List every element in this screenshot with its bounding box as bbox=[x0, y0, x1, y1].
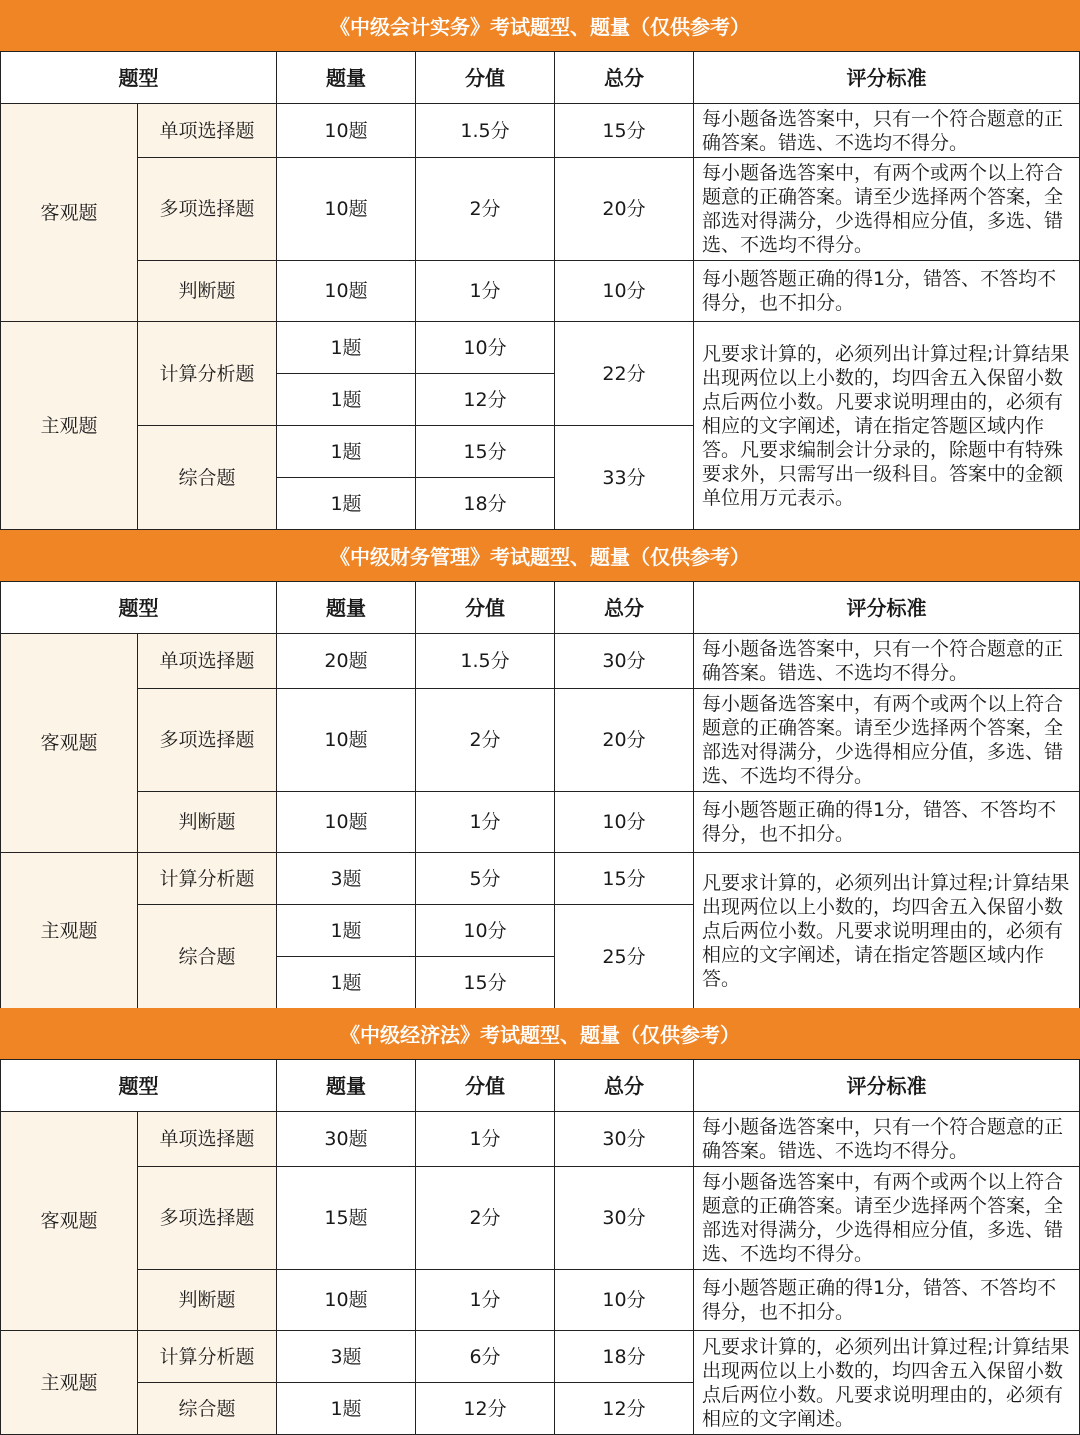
question-count bbox=[277, 1383, 416, 1435]
header-score bbox=[416, 582, 555, 634]
question-score bbox=[416, 261, 555, 322]
question-total-text: 25分 bbox=[602, 945, 646, 968]
question-count-text: 1题 bbox=[330, 1397, 362, 1420]
scoring-standard-text: 凡要求计算的，必须列出计算过程;计算结果出现两位以上小数的，均四舍五入保留小数点后两位小数。凡要求说明理由的，必须有相应的文字阐述。 bbox=[702, 1335, 1070, 1430]
question-count bbox=[277, 104, 416, 158]
question-count bbox=[277, 634, 416, 689]
question-count bbox=[277, 1167, 416, 1270]
header-total-text: 总分 bbox=[604, 65, 644, 90]
question-total bbox=[555, 104, 694, 158]
question-total-text: 30分 bbox=[602, 1207, 646, 1229]
header-total-text: 总分 bbox=[604, 1073, 644, 1098]
scoring-standard-text: 凡要求计算的，必须列出计算过程;计算结果出现两位以上小数的，均四舍五入保留小数点后两位小数。凡要求说明理由的，必须有相应的文字阐述，请在指定答题区域内作答。凡要求编制会计分录的，除题中有特殊要求外，只需写出一级科目。答案中的金额单位用万元表示。 bbox=[702, 342, 1070, 509]
question-score bbox=[416, 426, 555, 478]
question-type bbox=[138, 104, 277, 158]
question-total-text: 15分 bbox=[602, 867, 646, 890]
header-type bbox=[0, 52, 277, 104]
question-score bbox=[416, 158, 555, 261]
question-total bbox=[555, 905, 694, 1009]
question-count-text: 30题 bbox=[324, 1128, 368, 1150]
question-count-text: 10题 bbox=[324, 1289, 368, 1311]
question-type-text: 计算分析题 bbox=[159, 1345, 255, 1368]
question-total bbox=[555, 634, 694, 689]
question-count-text: 15题 bbox=[324, 1207, 368, 1229]
header-count-text: 题量 bbox=[326, 1073, 366, 1098]
question-count bbox=[277, 957, 416, 1009]
header-type bbox=[0, 1060, 277, 1112]
question-count-text: 20题 bbox=[324, 650, 368, 672]
question-count-text: 1题 bbox=[330, 336, 362, 359]
question-score bbox=[416, 905, 555, 957]
question-score bbox=[416, 689, 555, 792]
question-score-text: 2分 bbox=[469, 729, 501, 751]
question-type-text: 判断题 bbox=[178, 1289, 236, 1311]
question-count bbox=[277, 322, 416, 374]
question-count-text: 10题 bbox=[324, 119, 368, 142]
question-total-text: 12分 bbox=[602, 1397, 646, 1420]
question-type-text: 多项选择题 bbox=[159, 1207, 255, 1229]
question-total-text: 15分 bbox=[602, 119, 646, 142]
question-count-text: 1题 bbox=[330, 919, 362, 942]
question-count bbox=[277, 905, 416, 957]
header-count bbox=[277, 582, 416, 634]
question-score-text: 10分 bbox=[463, 919, 507, 942]
question-count bbox=[277, 1270, 416, 1331]
scoring-standard-text: 凡要求计算的，必须列出计算过程;计算结果出现两位以上小数的，均四舍五入保留小数点后两位小数。凡要求说明理由的，必须有相应的文字阐述，请在指定答题区域内作答。 bbox=[702, 871, 1070, 990]
section-title: 《中级会计实务》考试题型、题量（仅供参考） bbox=[0, 0, 1080, 52]
group-objective bbox=[0, 104, 138, 322]
question-type bbox=[138, 853, 277, 905]
question-count-text: 3题 bbox=[330, 1345, 362, 1368]
group-objective-text: 客观题 bbox=[40, 732, 98, 754]
question-count-text: 10题 bbox=[324, 811, 368, 833]
question-type bbox=[138, 634, 277, 689]
question-count-text: 1题 bbox=[330, 971, 362, 994]
question-count bbox=[277, 374, 416, 426]
question-score bbox=[416, 1270, 555, 1331]
scoring-standard bbox=[694, 158, 1080, 261]
scoring-standard-text: 每小题答题正确的得1分，错答、不答均不得分，也不扣分。 bbox=[702, 268, 1057, 314]
group-subjective-text: 主观题 bbox=[40, 414, 98, 437]
header-standard bbox=[694, 52, 1080, 104]
question-score-text: 2分 bbox=[469, 198, 501, 220]
question-count bbox=[277, 426, 416, 478]
question-type bbox=[138, 905, 277, 1009]
question-count-text: 1题 bbox=[330, 492, 362, 515]
scoring-standard bbox=[694, 853, 1080, 1009]
question-type bbox=[138, 1112, 277, 1167]
header-type-text: 题型 bbox=[118, 1073, 159, 1098]
question-score bbox=[416, 322, 555, 374]
header-score bbox=[416, 52, 555, 104]
question-count-text: 10题 bbox=[324, 729, 368, 751]
question-score bbox=[416, 374, 555, 426]
header-type bbox=[0, 582, 277, 634]
header-standard-text: 评分标准 bbox=[846, 595, 927, 620]
question-total bbox=[555, 1331, 694, 1383]
scoring-standard-text: 每小题备选答案中，有两个或两个以上符合题意的正确答案。请至少选择两个答案，全部选对得满分，少选得相应分值，多选、错选、不选均不得分。 bbox=[702, 1171, 1064, 1265]
question-type-text: 单项选择题 bbox=[159, 1128, 255, 1150]
header-standard bbox=[694, 582, 1080, 634]
question-count bbox=[277, 261, 416, 322]
question-type bbox=[138, 1167, 277, 1270]
question-score bbox=[416, 1112, 555, 1167]
header-type-text: 题型 bbox=[118, 595, 159, 620]
header-total bbox=[555, 582, 694, 634]
question-total bbox=[555, 261, 694, 322]
question-total-text: 10分 bbox=[602, 811, 646, 833]
scoring-standard bbox=[694, 1331, 1080, 1435]
question-type bbox=[138, 1331, 277, 1383]
scoring-standard-text: 每小题答题正确的得1分，错答、不答均不得分，也不扣分。 bbox=[702, 799, 1057, 845]
question-type-text: 判断题 bbox=[178, 280, 236, 302]
header-count bbox=[277, 52, 416, 104]
question-type bbox=[138, 158, 277, 261]
scoring-standard-text: 每小题备选答案中，只有一个符合题意的正确答案。错选、不选均不得分。 bbox=[702, 1116, 1064, 1162]
scoring-standard bbox=[694, 634, 1080, 689]
header-standard-text: 评分标准 bbox=[846, 65, 927, 90]
group-subjective-text: 主观题 bbox=[40, 1371, 98, 1394]
question-count bbox=[277, 1112, 416, 1167]
question-type-text: 判断题 bbox=[178, 811, 236, 833]
header-count-text: 题量 bbox=[326, 65, 366, 90]
scoring-standard-text: 每小题备选答案中，有两个或两个以上符合题意的正确答案。请至少选择两个答案，全部选对得满分，少选得相应分值，多选、错选、不选均不得分。 bbox=[702, 693, 1064, 787]
question-type bbox=[138, 1270, 277, 1331]
question-type-text: 综合题 bbox=[178, 1397, 236, 1420]
scoring-standard bbox=[694, 322, 1080, 530]
question-type-text: 计算分析题 bbox=[159, 362, 255, 385]
scoring-standard bbox=[694, 689, 1080, 792]
question-type-text: 多项选择题 bbox=[159, 198, 255, 220]
question-type bbox=[138, 426, 277, 530]
group-objective-text: 客观题 bbox=[40, 201, 98, 224]
question-total-text: 20分 bbox=[602, 198, 646, 220]
question-score bbox=[416, 1331, 555, 1383]
scoring-standard-text: 每小题备选答案中，只有一个符合题意的正确答案。错选、不选均不得分。 bbox=[702, 638, 1064, 684]
question-total bbox=[555, 322, 694, 426]
question-score bbox=[416, 792, 555, 853]
question-total bbox=[555, 853, 694, 905]
question-type-text: 单项选择题 bbox=[159, 650, 255, 672]
scoring-standard bbox=[694, 1270, 1080, 1331]
question-count bbox=[277, 792, 416, 853]
question-total bbox=[555, 158, 694, 261]
section-title: 《中级财务管理》考试题型、题量（仅供参考） bbox=[0, 530, 1080, 582]
question-score bbox=[416, 104, 555, 158]
question-type-text: 计算分析题 bbox=[159, 867, 255, 890]
header-score-text: 分值 bbox=[465, 595, 505, 620]
question-type-text: 单项选择题 bbox=[159, 119, 255, 142]
header-total bbox=[555, 1060, 694, 1112]
scoring-standard-text: 每小题备选答案中，只有一个符合题意的正确答案。错选、不选均不得分。 bbox=[702, 107, 1064, 154]
question-type bbox=[138, 1383, 277, 1435]
question-score-text: 5分 bbox=[469, 867, 501, 890]
question-score-text: 6分 bbox=[469, 1345, 501, 1368]
question-type-text: 多项选择题 bbox=[159, 729, 255, 751]
question-count-text: 10题 bbox=[324, 198, 368, 220]
group-objective bbox=[0, 634, 138, 853]
section-title: 《中级经济法》考试题型、题量（仅供参考） bbox=[0, 1008, 1080, 1060]
question-count bbox=[277, 158, 416, 261]
group-objective-text: 客观题 bbox=[40, 1210, 98, 1232]
question-score bbox=[416, 634, 555, 689]
header-count bbox=[277, 1060, 416, 1112]
question-count bbox=[277, 689, 416, 792]
question-score-text: 18分 bbox=[463, 492, 507, 515]
question-count-text: 10题 bbox=[324, 280, 368, 302]
question-count bbox=[277, 853, 416, 905]
question-total-text: 10分 bbox=[602, 280, 646, 302]
question-score-text: 1分 bbox=[469, 280, 501, 302]
header-count-text: 题量 bbox=[326, 595, 366, 620]
question-total-text: 30分 bbox=[602, 650, 646, 672]
header-total-text: 总分 bbox=[604, 595, 644, 620]
question-score-text: 2分 bbox=[469, 1207, 501, 1229]
question-score-text: 1.5分 bbox=[460, 119, 510, 142]
question-count bbox=[277, 478, 416, 530]
header-score bbox=[416, 1060, 555, 1112]
question-type bbox=[138, 322, 277, 426]
question-total-text: 22分 bbox=[602, 362, 646, 385]
question-score bbox=[416, 853, 555, 905]
scoring-standard bbox=[694, 1112, 1080, 1167]
question-count-text: 1题 bbox=[330, 440, 362, 463]
header-standard-text: 评分标准 bbox=[846, 1073, 927, 1098]
question-total bbox=[555, 792, 694, 853]
question-score-text: 1.5分 bbox=[460, 650, 510, 672]
question-score-text: 1分 bbox=[469, 811, 501, 833]
question-score-text: 1分 bbox=[469, 1289, 501, 1311]
header-score-text: 分值 bbox=[465, 1073, 505, 1098]
question-score bbox=[416, 478, 555, 530]
question-total-text: 10分 bbox=[602, 1289, 646, 1311]
scoring-standard bbox=[694, 261, 1080, 322]
question-count-text: 1题 bbox=[330, 388, 362, 411]
question-total bbox=[555, 689, 694, 792]
question-total bbox=[555, 1270, 694, 1331]
question-total-text: 30分 bbox=[602, 1128, 646, 1150]
question-total bbox=[555, 1167, 694, 1270]
question-total-text: 33分 bbox=[602, 466, 646, 489]
question-count-text: 3题 bbox=[330, 867, 362, 890]
question-total-text: 20分 bbox=[602, 729, 646, 751]
question-total bbox=[555, 1112, 694, 1167]
scoring-standard-text: 每小题答题正确的得1分，错答、不答均不得分，也不扣分。 bbox=[702, 1277, 1057, 1323]
header-standard bbox=[694, 1060, 1080, 1112]
question-type bbox=[138, 261, 277, 322]
question-total bbox=[555, 1383, 694, 1435]
header-type-text: 题型 bbox=[118, 65, 159, 90]
group-subjective bbox=[0, 1331, 138, 1435]
scoring-standard-text: 每小题备选答案中，有两个或两个以上符合题意的正确答案。请至少选择两个答案，全部选对得满分，少选得相应分值，多选、错选、不选均不得分。 bbox=[702, 162, 1064, 256]
question-score-text: 12分 bbox=[463, 1397, 507, 1420]
header-total bbox=[555, 52, 694, 104]
question-score-text: 10分 bbox=[463, 336, 507, 359]
question-score bbox=[416, 1383, 555, 1435]
question-type bbox=[138, 689, 277, 792]
question-score-text: 1分 bbox=[469, 1128, 501, 1150]
question-score-text: 15分 bbox=[463, 440, 507, 463]
question-type-text: 综合题 bbox=[178, 466, 236, 489]
scoring-standard bbox=[694, 792, 1080, 853]
question-score-text: 15分 bbox=[463, 971, 507, 994]
group-subjective-text: 主观题 bbox=[40, 919, 98, 942]
group-objective bbox=[0, 1112, 138, 1331]
question-type bbox=[138, 792, 277, 853]
group-subjective bbox=[0, 853, 138, 1009]
header-score-text: 分值 bbox=[465, 65, 505, 90]
question-score bbox=[416, 957, 555, 1009]
scoring-standard bbox=[694, 104, 1080, 158]
question-count bbox=[277, 1331, 416, 1383]
question-total-text: 18分 bbox=[602, 1345, 646, 1368]
question-type-text: 综合题 bbox=[178, 945, 236, 968]
scoring-standard bbox=[694, 1167, 1080, 1270]
question-total bbox=[555, 426, 694, 530]
question-score bbox=[416, 1167, 555, 1270]
group-subjective bbox=[0, 322, 138, 530]
question-score-text: 12分 bbox=[463, 388, 507, 411]
